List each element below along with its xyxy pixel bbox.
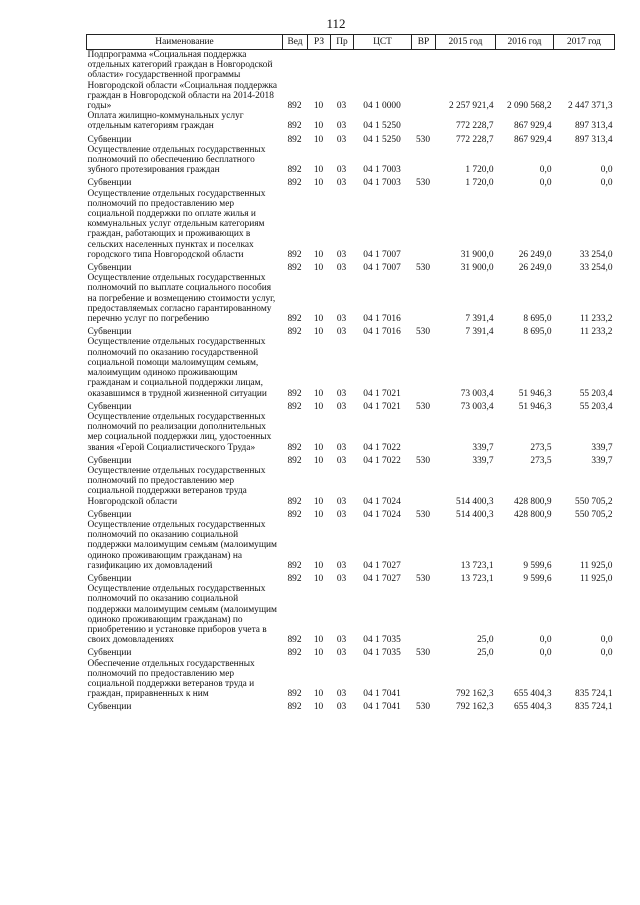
table-row xyxy=(87,520,615,571)
row-ved: 892 xyxy=(287,702,302,713)
row-2016: 0,0 xyxy=(539,648,552,659)
table-row xyxy=(87,189,615,260)
row-2017: 2 447 371,3 xyxy=(567,101,613,112)
row-2016: 2 090 568,2 xyxy=(506,101,552,112)
table-row xyxy=(87,412,615,453)
row-2017: 0,0 xyxy=(600,635,613,646)
table-row xyxy=(87,507,615,520)
row-pr: 03 xyxy=(336,560,347,571)
row-cst: 04 1 7024 xyxy=(363,509,401,520)
table-row xyxy=(87,337,615,398)
row-rz: 10 xyxy=(313,165,324,176)
row-rz: 10 xyxy=(313,496,324,507)
row-name: Подпрограмма «Социальная поддержка отдельных категорий граждан в Новгородской области» государственной программы Новгородской области «Социальная поддержка граждан в Новгородской области на 2014-2018 годы» xyxy=(87,50,278,112)
header-cst: ЦСТ xyxy=(354,35,412,50)
row-rz: 10 xyxy=(313,401,324,412)
row-2015: 514 400,3 xyxy=(456,509,494,520)
row-cst: 04 1 5250 xyxy=(363,134,401,145)
row-name: Осуществление отдельных государственных полномочий по оказанию социальной поддержки малоимущим семьям (малоимущим одиноко проживающим гражданам) на газификацию их домовладений xyxy=(87,519,277,571)
row-rz: 10 xyxy=(313,573,324,584)
row-2017: 11 925,0 xyxy=(580,573,613,584)
row-2016: 26 249,0 xyxy=(518,263,552,274)
row-2017: 550 705,2 xyxy=(575,496,613,507)
row-pr: 03 xyxy=(336,573,347,584)
row-vr xyxy=(412,412,436,453)
row-name: Осуществление отдельных государственных полномочий по предоставлению мер социальной поддержки ветеранов труда Новгородской области xyxy=(87,465,266,507)
row-vr xyxy=(412,520,436,571)
row-rz: 10 xyxy=(313,263,324,274)
row-rz: 10 xyxy=(313,327,324,338)
header-2015: 2015 год xyxy=(436,35,496,50)
row-vr xyxy=(412,189,436,260)
header-name: Наименование xyxy=(87,35,283,50)
table-row xyxy=(87,659,615,700)
row-2016: 273,5 xyxy=(530,442,552,453)
row-vr: 530 xyxy=(415,455,431,466)
row-ved: 892 xyxy=(287,455,302,466)
row-cst: 04 1 7041 xyxy=(363,702,401,713)
row-vr: 530 xyxy=(415,573,431,584)
row-vr: 530 xyxy=(415,178,431,189)
row-2017: 11 233,2 xyxy=(580,327,613,338)
table-row xyxy=(87,260,615,273)
row-2015: 73 003,4 xyxy=(460,401,494,412)
row-pr: 03 xyxy=(336,101,347,112)
row-cst: 04 1 7024 xyxy=(363,496,401,507)
row-2016: 26 249,0 xyxy=(518,249,552,260)
row-rz: 10 xyxy=(313,314,324,325)
table-row xyxy=(87,453,615,466)
row-pr: 03 xyxy=(336,635,347,646)
row-name: Осуществление отдельных государственных полномочий по реализации дополнительных мер социальной поддержки лиц, удостоенных звания «Герой Социалистического Труда» xyxy=(87,411,272,453)
row-name: Обеспечение отдельных государственных полномочий по предоставлению мер социальной поддержки ветеранов труда и граждан, приравненных к ним xyxy=(87,658,255,700)
row-2016: 867 929,4 xyxy=(514,134,552,145)
row-2017: 33 254,0 xyxy=(579,263,613,274)
row-2017: 55 203,4 xyxy=(579,401,613,412)
row-vr xyxy=(412,273,436,324)
table-body xyxy=(87,50,615,713)
row-2016: 9 599,6 xyxy=(523,560,552,571)
row-rz: 10 xyxy=(313,101,324,112)
row-rz: 10 xyxy=(313,134,324,145)
row-pr: 03 xyxy=(336,178,347,189)
table-row xyxy=(87,50,615,112)
table-row xyxy=(87,132,615,145)
header-rz: РЗ xyxy=(308,35,331,50)
row-cst: 04 1 7007 xyxy=(363,249,401,260)
row-vr: 530 xyxy=(415,702,431,713)
table-row xyxy=(87,273,615,324)
row-rz: 10 xyxy=(313,702,324,713)
row-name: Осуществление отдельных государственных полномочий по оказанию государственной социальной помощи малоимущим семьям, малоимущим одиноко проживающим гражданам и социальной поддержки лицам, оказавшимся в трудной жизненной ситуации xyxy=(87,337,267,399)
row-2016: 867 929,4 xyxy=(514,121,552,132)
table-row xyxy=(87,584,615,645)
row-2015: 792 162,3 xyxy=(456,689,494,700)
table-row xyxy=(87,399,615,412)
row-2016: 9 599,6 xyxy=(523,573,552,584)
row-pr: 03 xyxy=(336,509,347,520)
row-2017: 550 705,2 xyxy=(575,509,613,520)
row-vr xyxy=(412,659,436,700)
row-2017: 897 313,4 xyxy=(575,134,613,145)
row-2015: 339,7 xyxy=(472,455,494,466)
row-ved: 892 xyxy=(287,134,302,145)
row-cst: 04 1 7016 xyxy=(363,327,401,338)
table-row xyxy=(87,571,615,584)
row-vr xyxy=(412,145,436,176)
row-cst: 04 1 7035 xyxy=(363,648,401,659)
row-2017: 0,0 xyxy=(600,178,613,189)
row-cst: 04 1 7021 xyxy=(363,388,401,399)
row-pr: 03 xyxy=(336,442,347,453)
row-ved: 892 xyxy=(287,635,302,646)
row-pr: 03 xyxy=(336,314,347,325)
row-pr: 03 xyxy=(336,702,347,713)
row-rz: 10 xyxy=(313,648,324,659)
row-2015: 13 723,1 xyxy=(460,573,494,584)
table-row xyxy=(87,324,615,337)
row-cst: 04 1 7021 xyxy=(363,401,401,412)
row-ved: 892 xyxy=(287,496,302,507)
row-vr xyxy=(412,584,436,645)
row-vr: 530 xyxy=(415,509,431,520)
row-cst: 04 1 7016 xyxy=(363,314,401,325)
row-rz: 10 xyxy=(313,249,324,260)
row-rz: 10 xyxy=(313,455,324,466)
row-2017: 11 925,0 xyxy=(580,560,613,571)
row-name: Субвенции xyxy=(87,327,132,338)
row-ved: 892 xyxy=(287,121,302,132)
row-ved: 892 xyxy=(287,249,302,260)
header-2016: 2016 год xyxy=(496,35,554,50)
row-2015: 1 720,0 xyxy=(465,178,494,189)
row-2015: 7 391,4 xyxy=(465,327,494,338)
row-name: Субвенции xyxy=(87,509,132,520)
row-name: Субвенции xyxy=(87,573,132,584)
row-2015: 339,7 xyxy=(472,442,494,453)
row-pr: 03 xyxy=(336,263,347,274)
row-name: Осуществление отдельных государственных полномочий по выплате социального пособия на погребение и возмещению стоимости услуг, предоставляемых согласно гарантированному перечню услуг по погребению xyxy=(87,273,276,325)
row-ved: 892 xyxy=(287,101,302,112)
row-name: Субвенции xyxy=(87,401,132,412)
row-2016: 51 946,3 xyxy=(518,388,552,399)
row-cst: 04 1 7027 xyxy=(363,573,401,584)
row-2015: 31 900,0 xyxy=(460,249,494,260)
row-pr: 03 xyxy=(336,496,347,507)
row-rz: 10 xyxy=(313,178,324,189)
row-2015: 772 228,7 xyxy=(456,134,494,145)
row-2015: 1 720,0 xyxy=(465,165,494,176)
row-2016: 0,0 xyxy=(539,165,552,176)
row-cst: 04 1 7041 xyxy=(363,689,401,700)
row-2016: 655 404,3 xyxy=(514,689,552,700)
table-row xyxy=(87,466,615,507)
row-2016: 8 695,0 xyxy=(523,314,552,325)
row-ved: 892 xyxy=(287,165,302,176)
row-name: Субвенции xyxy=(87,263,132,274)
row-vr: 530 xyxy=(415,327,431,338)
row-cst: 04 1 7022 xyxy=(363,455,401,466)
row-rz: 10 xyxy=(313,560,324,571)
table-row xyxy=(87,175,615,188)
row-name: Субвенции xyxy=(87,178,132,189)
row-rz: 10 xyxy=(313,442,324,453)
header-pr: Пр xyxy=(331,35,354,50)
row-rz: 10 xyxy=(313,509,324,520)
header-ved: Вед xyxy=(283,35,308,50)
row-2015: 514 400,3 xyxy=(456,496,494,507)
row-vr xyxy=(412,50,436,112)
row-ved: 892 xyxy=(287,314,302,325)
row-name: Оплата жилищно-коммунальных услуг отдельным категориям граждан xyxy=(87,111,244,132)
row-2017: 33 254,0 xyxy=(579,249,613,260)
row-2016: 8 695,0 xyxy=(523,327,552,338)
row-2015: 792 162,3 xyxy=(456,702,494,713)
table-row xyxy=(87,645,615,658)
header-vr: ВР xyxy=(412,35,436,50)
row-2017: 55 203,4 xyxy=(579,388,613,399)
row-cst: 04 1 0000 xyxy=(363,101,401,112)
page-number: 112 xyxy=(326,16,346,31)
row-pr: 03 xyxy=(336,121,347,132)
row-pr: 03 xyxy=(336,401,347,412)
row-cst: 04 1 7003 xyxy=(363,165,401,176)
header-2017: 2017 год xyxy=(554,35,615,50)
row-name: Субвенции xyxy=(87,455,132,466)
table-row xyxy=(87,699,615,712)
row-2015: 7 391,4 xyxy=(465,314,494,325)
row-vr: 530 xyxy=(415,263,431,274)
table-header-row xyxy=(87,35,615,50)
row-vr: 530 xyxy=(415,401,431,412)
row-ved: 892 xyxy=(287,560,302,571)
table-row xyxy=(87,111,615,131)
row-rz: 10 xyxy=(313,121,324,132)
row-2017: 897 313,4 xyxy=(575,121,613,132)
row-2015: 31 900,0 xyxy=(460,263,494,274)
row-2017: 339,7 xyxy=(591,442,613,453)
row-pr: 03 xyxy=(336,165,347,176)
row-2015: 73 003,4 xyxy=(460,388,494,399)
row-2016: 655 404,3 xyxy=(514,702,552,713)
row-ved: 892 xyxy=(287,509,302,520)
row-pr: 03 xyxy=(336,327,347,338)
row-2017: 835 724,1 xyxy=(575,689,613,700)
row-2015: 772 228,7 xyxy=(456,121,494,132)
row-name: Осуществление отдельных государственных полномочий по предоставлению мер социальной поддержки по оплате жилья и коммунальных услуг отдельным категориям граждан, работающих и проживающих в сельских населенных пунктах и поселках городского типа Новгородской области xyxy=(87,188,266,260)
budget-table xyxy=(86,34,615,713)
row-2016: 428 800,9 xyxy=(514,496,552,507)
row-vr: 530 xyxy=(415,648,431,659)
row-ved: 892 xyxy=(287,263,302,274)
row-pr: 03 xyxy=(336,648,347,659)
row-cst: 04 1 7035 xyxy=(363,635,401,646)
row-vr xyxy=(412,337,436,398)
row-ved: 892 xyxy=(287,401,302,412)
row-2016: 0,0 xyxy=(539,178,552,189)
row-name: Субвенции xyxy=(87,134,132,145)
row-2015: 2 257 921,4 xyxy=(448,101,494,112)
row-2016: 428 800,9 xyxy=(514,509,552,520)
row-ved: 892 xyxy=(287,442,302,453)
row-vr xyxy=(412,466,436,507)
row-pr: 03 xyxy=(336,689,347,700)
row-2015: 13 723,1 xyxy=(460,560,494,571)
row-vr: 530 xyxy=(415,134,431,145)
row-2016: 51 946,3 xyxy=(518,401,552,412)
row-ved: 892 xyxy=(287,327,302,338)
row-pr: 03 xyxy=(336,134,347,145)
row-rz: 10 xyxy=(313,635,324,646)
row-ved: 892 xyxy=(287,178,302,189)
row-name: Субвенции xyxy=(87,648,132,659)
row-rz: 10 xyxy=(313,689,324,700)
row-2017: 0,0 xyxy=(600,648,613,659)
row-name: Осуществление отдельных государственных полномочий по оказанию социальной поддержки малоимущим семьям (малоимущим одиноко проживающим гражданам) по приобретению и установке приборов учета в своих домовладениях xyxy=(87,584,277,646)
row-2016: 0,0 xyxy=(539,635,552,646)
row-pr: 03 xyxy=(336,388,347,399)
row-2017: 835 724,1 xyxy=(575,702,613,713)
row-ved: 892 xyxy=(287,388,302,399)
row-name: Субвенции xyxy=(87,702,132,713)
row-cst: 04 1 7022 xyxy=(363,442,401,453)
row-2015: 25,0 xyxy=(477,648,494,659)
row-2017: 0,0 xyxy=(600,165,613,176)
row-2015: 25,0 xyxy=(477,635,494,646)
row-2017: 11 233,2 xyxy=(580,314,613,325)
row-vr xyxy=(412,111,436,131)
row-cst: 04 1 7027 xyxy=(363,560,401,571)
row-pr: 03 xyxy=(336,455,347,466)
row-name: Осуществление отдельных государственных полномочий по обеспечению бесплатного зубного протезирования граждан xyxy=(87,144,266,176)
row-cst: 04 1 5250 xyxy=(363,121,401,132)
row-ved: 892 xyxy=(287,573,302,584)
row-ved: 892 xyxy=(287,648,302,659)
row-pr: 03 xyxy=(336,249,347,260)
row-rz: 10 xyxy=(313,388,324,399)
row-2017: 339,7 xyxy=(591,455,613,466)
table-row xyxy=(87,145,615,176)
row-2016: 273,5 xyxy=(530,455,552,466)
row-cst: 04 1 7007 xyxy=(363,263,401,274)
row-cst: 04 1 7003 xyxy=(363,178,401,189)
row-ved: 892 xyxy=(287,689,302,700)
